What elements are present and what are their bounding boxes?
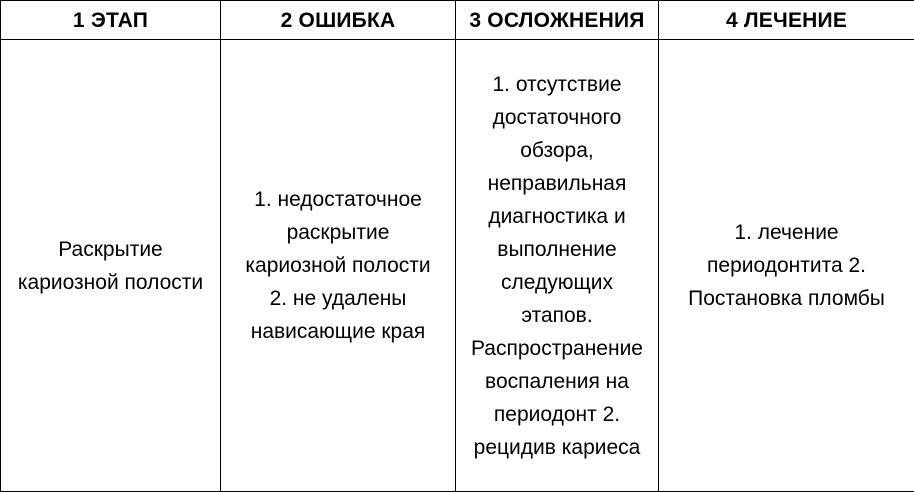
cell-line: Раскрытие (58, 237, 163, 261)
cell-line: Постановка пломбы (688, 287, 885, 310)
cell-line: нависающие края (250, 320, 426, 343)
cell-line: этапов. (521, 303, 593, 327)
cell-error (221, 40, 456, 492)
header-treatment: 4 ЛЕЧЕНИЕ (659, 1, 914, 40)
cell-line: 1. недостаточное (254, 188, 422, 211)
cell-line: кариозной полости (17, 270, 204, 294)
cell-stage (1, 40, 221, 492)
cell-line: достаточного (492, 105, 622, 129)
cell-line: неправильная (487, 171, 627, 195)
cell-complications (456, 40, 659, 492)
cell-line: кариозной полости (245, 254, 431, 277)
cell-line: Распространение (471, 336, 643, 360)
cell-line: периодонт 2. (493, 402, 621, 426)
cell-line: воспаления на (485, 369, 629, 393)
header-stage: 1 ЭТАП (1, 1, 221, 40)
cell-line: выполнение (497, 237, 617, 261)
cell-treatment (659, 40, 914, 492)
cell-line: диагностика и (488, 204, 626, 228)
header-complications: 3 ОСЛОЖНЕНИЯ (456, 1, 659, 40)
cell-line: 2. не удалены (269, 287, 407, 310)
cell-line: 1. отсутствие (492, 72, 622, 96)
cell-line: периодонтита 2. (707, 254, 866, 277)
cell-line: раскрытие (286, 221, 390, 244)
cell-line: следующих (501, 270, 613, 294)
cell-line: 1. лечение (734, 221, 839, 244)
table-row (1, 40, 914, 492)
cell-line: рецидив кариеса (473, 435, 641, 459)
table-header-row (1, 1, 914, 40)
header-error: 2 ОШИБКА (221, 1, 456, 40)
cell-line: обзора, (520, 138, 594, 162)
